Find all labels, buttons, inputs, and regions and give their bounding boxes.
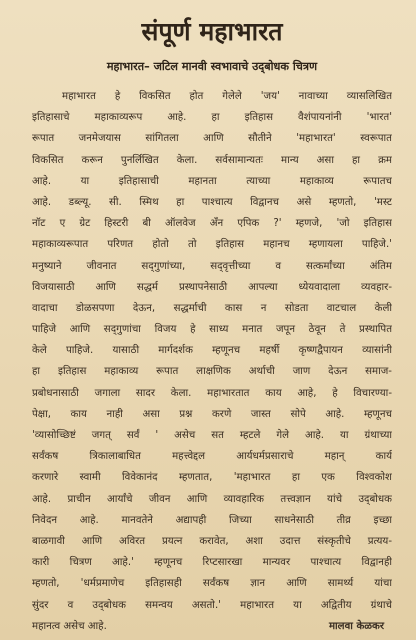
body-line: केले पाहिजे. यासाठी मार्गदर्शक म्हणूनच महर्षी कृष्णद्वैपायन व्यासांनी bbox=[32, 345, 392, 357]
body-line: करणारे स्वामी विवेकानंद म्हणतात, 'महाभारत हा एक विश्वकोश bbox=[32, 472, 392, 484]
body-line: महाभारत हे विकसित होत गेलेले 'जय' नावाच्या व्यासलिखित bbox=[62, 91, 392, 102]
body-line: कारी चित्रण आहे.' म्हणूनच रिप्टसारखा मान्यवर पाश्चात्य विद्वानही bbox=[32, 557, 392, 569]
body-line: इतिहासाचे महाकाव्यरूप आहे. हा इतिहास वैशंपायनांनी 'भारत' bbox=[32, 112, 392, 124]
body-line: निवेदन आहे. मानवतेने अद्यापही जिच्या साधनेसाठी तीव्र इच्छा bbox=[32, 514, 392, 526]
body-line: हा इतिहास महाकाव्य रूपात लाक्षणिक अर्थाची जाण देऊन समाज- bbox=[32, 366, 392, 378]
body-line: सुंदर व उद्‌बोधक समन्वय असतो.' महाभारत या अद्वितीय ग्रंथाचे bbox=[32, 599, 392, 611]
body-line: विजयासाठी आणि सद्धर्म प्रस्थापनेसाठी आपल्या ध्येयवादाला व्यवहार- bbox=[32, 281, 392, 293]
body-line: नॉट ए ग्रेट हिस्टरी बी ऑलवेज अँन एपिक ?' म्हणजे, 'जो इतिहास bbox=[32, 218, 392, 230]
body-line: बाळगावी आणि अविरत प्रयत्न करावेत, अशा उदात्त संस्कृतीचे प्रत्यय- bbox=[32, 535, 392, 547]
body-line: आहे. प्राचीन आर्यांचे जीवन आणि व्यावहारिक तत्त्वज्ञान यांचे उद्‌बोधक bbox=[32, 493, 392, 505]
body-line: प्रबोधनासाठी जगाला सादर केला. महाभारतात काय आहे, हे विचारण्या- bbox=[32, 387, 392, 399]
body-line: पाहिजे आणि सद्‌गुणांचा विजय हे साध्य मनात जपून ठेवून ते प्रस्थापित bbox=[32, 324, 392, 336]
body-line: सर्वंकष त्रिकालाबाधित महत्त्वेद्दल आर्यधर्मप्रसाराचे महान् कार्य bbox=[32, 451, 392, 463]
body-line: आहे. डब्ल्यू. सी. स्मिथ हा पाश्चात्य विद्वानच असे म्हणतो, 'मस्ट bbox=[32, 196, 392, 208]
body-line: म्हणतो, 'धर्मप्रमाणेच इतिहासही सर्वंकष ज्ञान आणि सामर्थ्य यांचा bbox=[32, 578, 392, 590]
body-line: पेक्षा, काय नाही असा प्रश्न करणे जास्त सोपे आहे. म्हणूनच bbox=[32, 408, 392, 420]
body-line: आहे. या इतिहासाची महानता त्याच्या महाकाव्य रूपातच bbox=[32, 175, 392, 187]
body-line: महाकाव्यरूपात परिणत होतो तो इतिहास महानच म्हणायला पाहिजे.' bbox=[32, 239, 392, 251]
body-line: वादाचा डोळसपणा देऊन, सद्धर्माची कास न सोडता वाटचाल केली bbox=[32, 302, 392, 314]
article-title: संपूर्ण महाभारत bbox=[141, 17, 283, 46]
body-line: 'व्यासोच्छिष्टं जगत् सर्वं ' असेच सत म्हटले गेले आहे. या ग्रंथाच्या bbox=[32, 430, 392, 441]
body-line: विकसित करून पुनर्लिखित केला. सर्वसामान्यतः मान्य असा हा क्रम bbox=[32, 154, 392, 166]
body-line: मनुष्याने जीवनात सद्‌गुणांच्या, सद्‌वृत्तीच्या व सत्कर्मांच्या अंतिम bbox=[32, 260, 392, 272]
body-line-last: महानत्व असेच आहे. bbox=[32, 620, 107, 632]
body-line: रूपात जनमेजयास सांगितला आणि सौतीने 'महाभारत' स्वरूपात bbox=[32, 133, 392, 145]
author-signature: मालवा केळकर bbox=[328, 620, 384, 632]
article-body bbox=[32, 86, 392, 637]
closing-row bbox=[32, 616, 392, 637]
article-subtitle: महाभारत– जटिल मानवी स्वभावाचे उद्‌बोधक चित्रण bbox=[106, 60, 318, 73]
